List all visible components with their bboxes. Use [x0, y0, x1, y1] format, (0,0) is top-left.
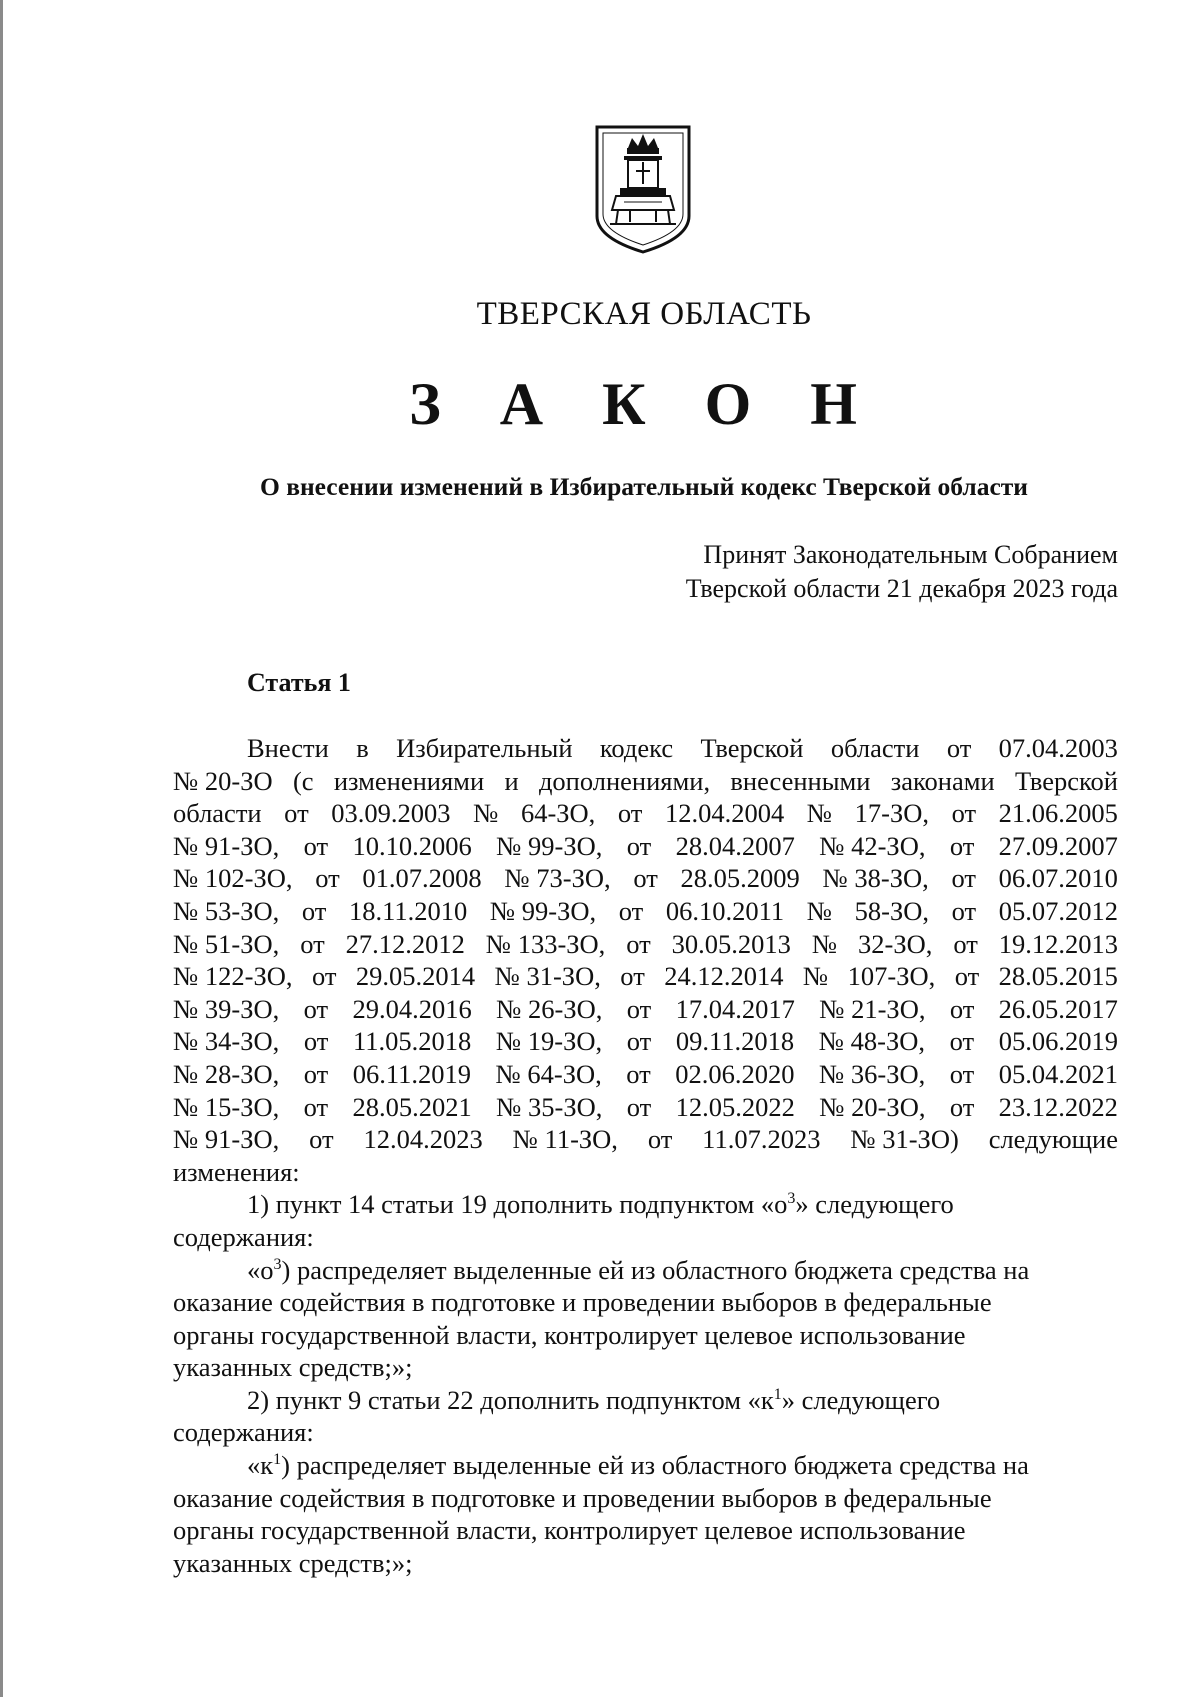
document-type-title: З А К О Н	[409, 371, 879, 437]
body-line	[173, 732, 1118, 765]
region-name: ТВЕРСКАЯ ОБЛАСТЬ	[476, 296, 812, 332]
body-word: 29.04.2016	[352, 993, 472, 1024]
body-word: № 53-ЗО,	[173, 895, 280, 926]
body-line	[173, 830, 1118, 863]
body-word: Тверской	[1015, 765, 1118, 796]
body-word: 28.05.2015	[998, 961, 1118, 992]
body-line	[173, 1058, 1118, 1091]
body-word: 05.04.2021	[998, 1058, 1118, 1089]
body-word: 09.11.2018	[675, 1026, 795, 1057]
body-word: от	[303, 1091, 329, 1122]
body-line	[173, 797, 1118, 830]
body-word: от	[284, 798, 309, 829]
body-word: от	[300, 928, 325, 959]
body-word: 11.07.2023	[702, 1124, 821, 1155]
body-word: № 51-ЗО,	[173, 928, 280, 959]
body-word: 11.05.2018	[352, 1026, 472, 1057]
item-1-text: 1) пункт 14 статьи 19 дополнить подпунктом «$о^3$» следующего	[247, 1189, 954, 1220]
body-word: от	[951, 895, 977, 926]
body-word: от	[647, 1124, 673, 1155]
body-word: № 42-ЗО,	[819, 830, 926, 861]
body-word: № 11-ЗО,	[512, 1124, 618, 1155]
body-word: от	[617, 798, 643, 829]
body-word: № 20-ЗО	[173, 765, 273, 796]
body-word: 18.11.2010	[348, 895, 468, 926]
body-word: 30.05.2013	[671, 928, 791, 959]
body-word: законами	[890, 765, 995, 796]
body-word: изменениями	[333, 765, 485, 796]
amendments-paragraph	[173, 732, 1118, 1188]
body-word: изменения:	[173, 1156, 300, 1187]
body-word: 32-ЗО,	[858, 928, 933, 959]
body-word: № 31-ЗО,	[494, 961, 601, 992]
item-2-continuation: содержания:	[173, 1417, 314, 1448]
body-line	[173, 960, 1118, 993]
body-word: № 15-ЗО,	[173, 1091, 280, 1122]
body-word: № 48-ЗО,	[818, 1026, 926, 1057]
body-word: Внести	[247, 733, 329, 763]
body-word: 05.07.2012	[998, 895, 1118, 926]
body-line	[173, 1123, 1118, 1156]
adoption-line-2: Тверской области 21 декабря 2023 года	[685, 574, 1118, 603]
body-word: № 20-ЗО,	[819, 1091, 926, 1122]
body-word: № 133-ЗО,	[485, 928, 606, 959]
body-word: № 21-ЗО,	[819, 993, 926, 1024]
body-word: 23.12.2022	[998, 1091, 1118, 1122]
body-word: от	[309, 1124, 334, 1155]
body-word: № 36-ЗО,	[818, 1058, 926, 1089]
body-word: 28.05.2021	[352, 1091, 472, 1122]
body-word: 06.07.2010	[998, 863, 1118, 894]
body-word: №	[806, 895, 833, 926]
body-word: № 91-ЗО,	[173, 1124, 280, 1155]
quote-1-line-1: «$о^3$) распределяет выделенные ей из областного бюджета средства на	[247, 1254, 1030, 1285]
quote-1-line-3: органы государственной власти, контролирует целевое использование	[173, 1319, 966, 1350]
body-word: №	[811, 928, 838, 959]
body-word: №	[802, 961, 829, 992]
body-word: области	[173, 798, 262, 829]
body-word: 17.04.2017	[675, 993, 795, 1024]
body-word: внесенными	[730, 765, 871, 796]
body-word: в	[356, 733, 369, 763]
body-word: № 38-ЗО,	[822, 863, 929, 894]
quote-2-line-2: оказание содействия в подготовке и проведении выборов в федеральные	[173, 1482, 992, 1513]
quote-2-line-1: «$к^1$) распределяет выделенные ей из областного бюджета средства на	[247, 1450, 1029, 1481]
item-1-line	[173, 1188, 1118, 1221]
body-word: от	[626, 1026, 652, 1057]
article-heading: Статья 1	[247, 668, 351, 697]
body-word: от	[626, 830, 652, 861]
body-word: от	[949, 1026, 975, 1057]
body-word: № 35-ЗО,	[496, 1091, 603, 1122]
body-word: от	[951, 863, 976, 894]
body-word: 19.12.2013	[998, 928, 1118, 959]
body-word: 12.04.2004	[664, 798, 785, 829]
body-word: № 122-ЗО,	[173, 961, 293, 992]
body-word: Избирательный	[396, 733, 573, 763]
body-word: 07.04.2003	[998, 733, 1118, 763]
page-edge	[0, 0, 3, 1697]
body-word: 10.10.2006	[352, 830, 472, 861]
body-word: от	[626, 1091, 652, 1122]
body-word: 17-ЗО,	[854, 798, 930, 829]
body-line	[173, 1025, 1118, 1058]
body-word: от	[303, 993, 329, 1024]
body-line	[173, 1156, 1118, 1189]
body-word: от	[626, 1058, 651, 1089]
body-word: 06.11.2019	[352, 1058, 472, 1089]
body-word: от	[633, 863, 658, 894]
body-word: Тверской	[700, 733, 804, 763]
body-word: от	[953, 928, 978, 959]
coat-of-arms-icon	[594, 124, 692, 256]
body-word: и	[504, 765, 519, 796]
body-word: от	[303, 1058, 329, 1089]
body-word: 29.05.2014	[355, 961, 476, 992]
body-word: №	[806, 798, 833, 829]
item-1-continuation: содержания:	[173, 1221, 314, 1252]
law-subtitle: О внесении изменений в Избирательный кодекс Тверской области	[260, 472, 1028, 501]
body-word: № 26-ЗО,	[496, 993, 603, 1024]
adoption-line-1: Принят Законодательным Собранием	[703, 540, 1118, 569]
quote-1-line-4: указанных средств;»;	[173, 1352, 413, 1383]
body-word: 26.05.2017	[998, 993, 1118, 1024]
body-word: от	[949, 1058, 975, 1089]
body-word: 12.04.2023	[363, 1124, 483, 1155]
body-word: от	[618, 895, 644, 926]
body-word: 12.05.2022	[675, 1091, 795, 1122]
item-2-text: 2) пункт 9 статьи 22 дополнить подпунктом «$к^1$» следующего	[247, 1384, 941, 1415]
body-line	[173, 928, 1118, 961]
body-word: № 91-ЗО,	[173, 830, 280, 861]
body-word: от	[949, 993, 975, 1024]
body-word: 03.09.2003	[331, 798, 451, 829]
body-word: 24.12.2014	[664, 961, 784, 992]
body-word: кодекс	[599, 733, 674, 763]
body-word: № 28-ЗО,	[173, 1058, 280, 1089]
body-word: от	[311, 961, 337, 992]
body-word: 28.04.2007	[675, 830, 795, 861]
quote-2-line-4: указанных средств;»;	[173, 1547, 413, 1578]
body-word: дополнениями,	[538, 765, 711, 796]
item-2-line	[173, 1384, 1118, 1417]
body-word: №	[473, 798, 499, 829]
body-word: от	[951, 798, 977, 829]
body-word: от	[620, 961, 645, 992]
body-word: от	[301, 895, 327, 926]
body-word: от	[303, 830, 329, 861]
body-line	[173, 765, 1118, 798]
body-line	[173, 895, 1118, 928]
body-word: № 102-ЗО,	[173, 863, 293, 894]
body-word: следующие	[988, 1124, 1118, 1155]
body-word: области	[830, 733, 920, 763]
body-word: № 99-ЗО,	[496, 830, 603, 861]
body-word: 58-ЗО,	[854, 895, 930, 926]
quote-1-line-2: оказание содействия в подготовке и проведении выборов в федеральные	[173, 1287, 992, 1318]
body-word: от	[315, 863, 340, 894]
body-word: 05.06.2019	[998, 1026, 1118, 1057]
body-word: № 99-ЗО,	[489, 895, 597, 926]
body-word: от	[949, 1091, 975, 1122]
body-word: № 31-ЗО)	[850, 1124, 959, 1155]
body-word: № 34-ЗО,	[173, 1026, 280, 1057]
article-body	[173, 732, 1118, 1579]
body-word: № 64-ЗО,	[495, 1058, 602, 1089]
body-word: 01.07.2008	[362, 863, 482, 894]
body-word: 107-ЗО,	[847, 961, 936, 992]
body-word: от	[303, 1026, 329, 1057]
body-word: 27.09.2007	[998, 830, 1118, 861]
body-word: 27.12.2012	[345, 928, 465, 959]
body-word: 21.06.2005	[998, 798, 1118, 829]
body-word: 02.06.2020	[675, 1058, 795, 1089]
body-word: 64-ЗО,	[520, 798, 596, 829]
adoption-note	[686, 538, 1118, 606]
body-word: (с	[292, 765, 314, 796]
body-word: от	[626, 993, 652, 1024]
body-word: от	[946, 733, 972, 763]
body-word: № 73-ЗО,	[504, 863, 611, 894]
body-line	[173, 862, 1118, 895]
body-word: № 39-ЗО,	[173, 993, 280, 1024]
body-word: 28.05.2009	[680, 863, 800, 894]
quote-2-line-3: органы государственной власти, контролирует целевое использование	[173, 1515, 966, 1546]
body-word: от	[954, 961, 980, 992]
body-line	[173, 1091, 1118, 1124]
body-word: от	[626, 928, 651, 959]
body-word: от	[949, 830, 975, 861]
body-word: 06.10.2011	[665, 895, 785, 926]
body-line	[173, 993, 1118, 1026]
body-word: № 19-ЗО,	[495, 1026, 603, 1057]
